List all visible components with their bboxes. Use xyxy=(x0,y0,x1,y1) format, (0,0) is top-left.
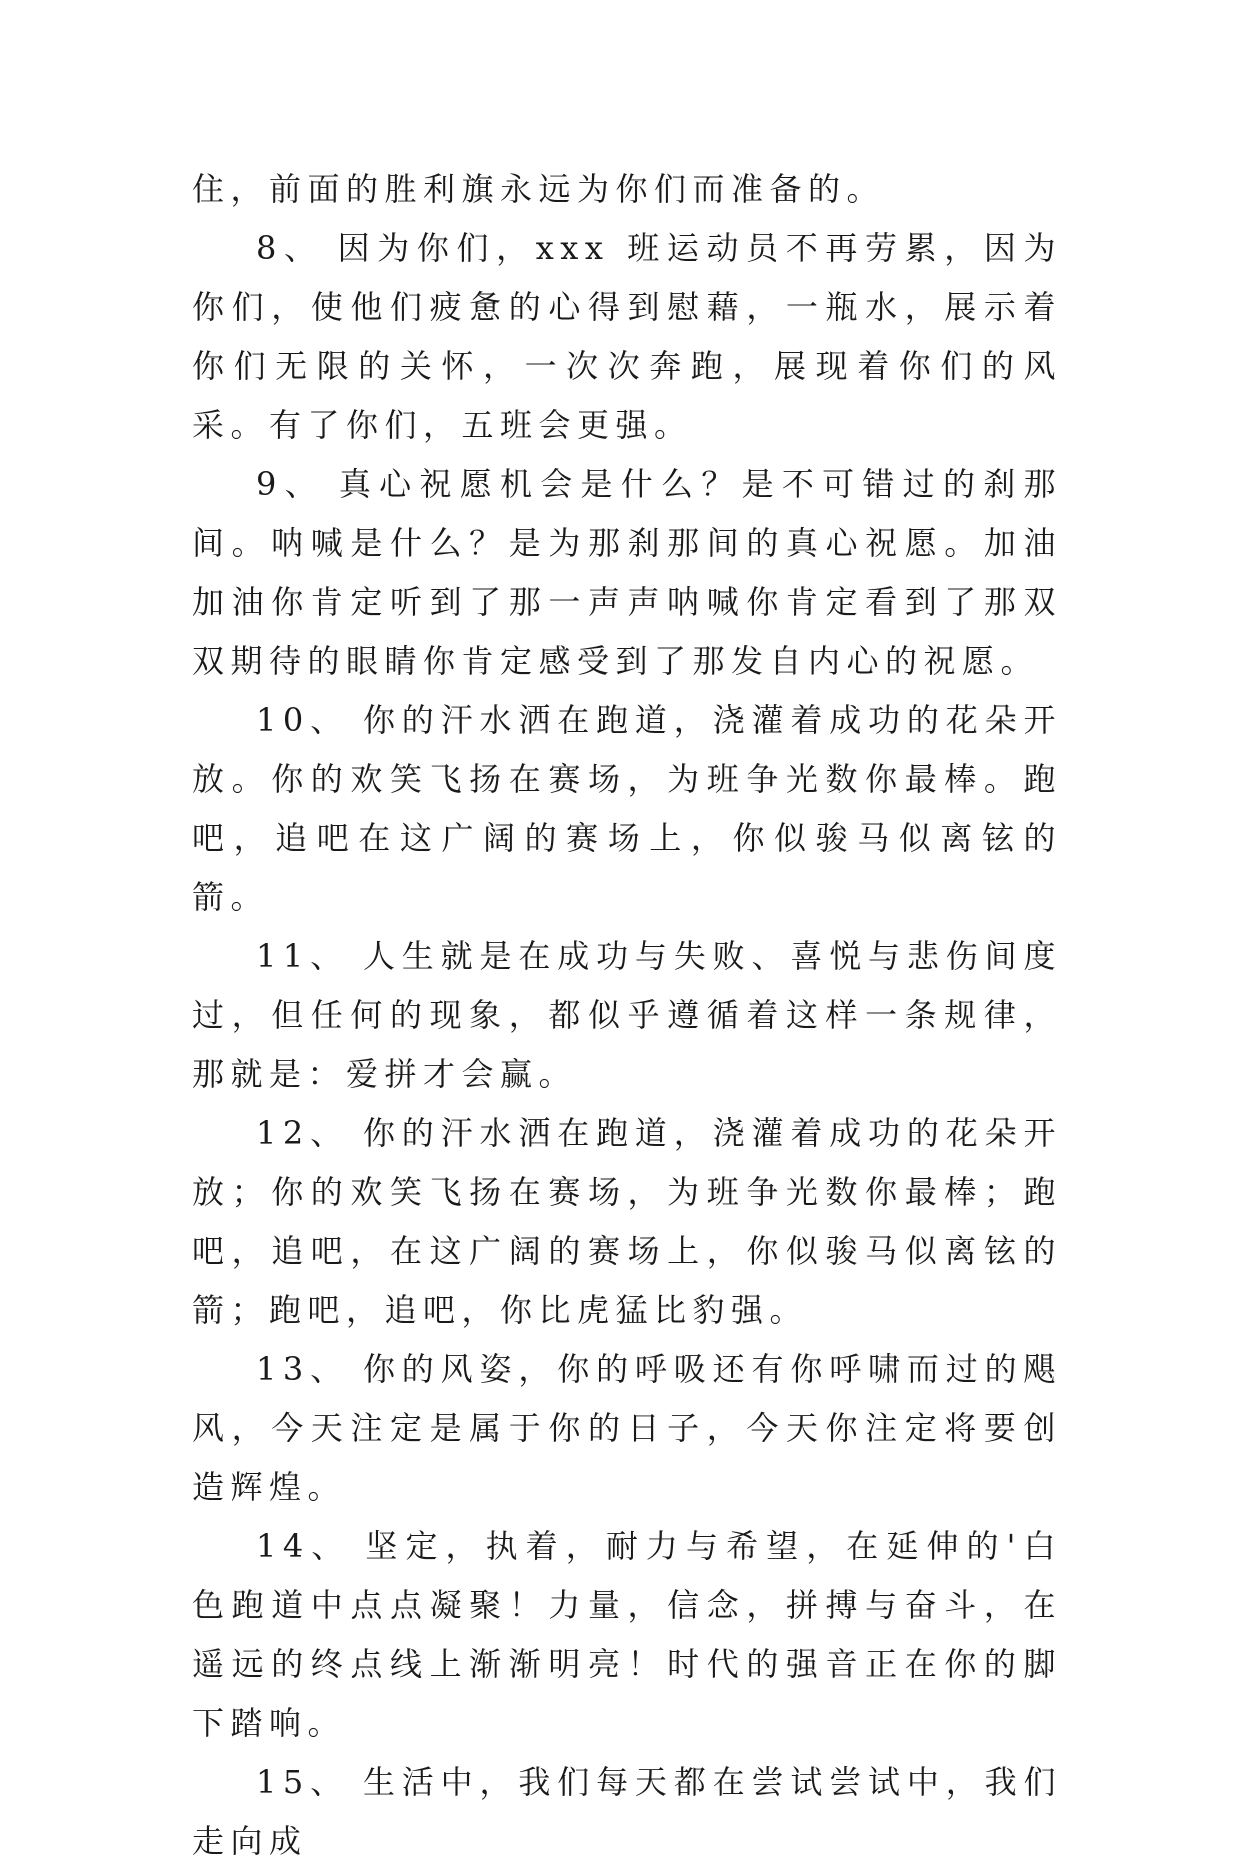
paragraph-text: 坚定，执着，耐力与希望，在延伸的'白色跑道中点点凝聚！力量，信念，拼搏与奋斗，在遥远的终点线上渐渐明亮！时代的强音正在你的脚下踏响。 xyxy=(192,1527,1062,1742)
paragraph-10 xyxy=(192,691,1062,927)
paragraph-12 xyxy=(192,1104,1062,1340)
paragraph-number: 13、 xyxy=(256,1350,349,1388)
paragraph-number: 15、 xyxy=(256,1763,349,1801)
paragraph-13 xyxy=(192,1340,1062,1517)
paragraph-number: 12、 xyxy=(256,1114,349,1152)
paragraph-number: 8、 xyxy=(256,229,324,267)
paragraph-15 xyxy=(192,1753,1062,1871)
paragraph-text: 住，前面的胜利旗永远为你们而准备的。 xyxy=(192,170,886,208)
paragraph-9 xyxy=(192,455,1062,691)
paragraph-text: 真心祝愿机会是什么？是不可错过的刹那间。呐喊是什么？是为那刹那间的真心祝愿。加油加油你肯定听到了那一声声呐喊你肯定看到了那双双期待的眼睛你肯定感受到了那发自内心的祝愿。 xyxy=(192,465,1062,680)
paragraph-number: 14、 xyxy=(256,1527,352,1565)
paragraph-continuation xyxy=(192,160,1062,219)
paragraph-text: 生活中，我们每天都在尝试尝试中，我们走向成 xyxy=(192,1763,1062,1860)
paragraph-text: 你的汗水洒在跑道，浇灌着成功的花朵开放；你的欢笑飞扬在赛场，为班争光数你最棒；跑吧，追吧，在这广阔的赛场上，你似骏马似离铉的箭；跑吧，追吧，你比虎猛比豹强。 xyxy=(192,1114,1062,1329)
paragraph-text: 你的汗水洒在跑道，浇灌着成功的花朵开放。你的欢笑飞扬在赛场，为班争光数你最棒。跑吧，追吧在这广阔的赛场上，你似骏马似离铉的箭。 xyxy=(192,701,1062,916)
paragraph-8 xyxy=(192,219,1062,455)
document-body xyxy=(192,160,1062,1871)
paragraph-text: 因为你们，xxx 班运动员不再劳累，因为你们，使他们疲惫的心得到慰藉，一瓶水，展示着你们无限的关怀，一次次奔跑，展现着你们的风采。有了你们，五班会更强。 xyxy=(192,229,1062,444)
paragraph-text: 你的风姿，你的呼吸还有你呼啸而过的飓风，今天注定是属于你的日子，今天你注定将要创造辉煌。 xyxy=(192,1350,1062,1506)
paragraph-14 xyxy=(192,1517,1062,1753)
paragraph-11 xyxy=(192,927,1062,1104)
paragraph-number: 11、 xyxy=(256,937,349,975)
paragraph-number: 10、 xyxy=(256,701,349,739)
paragraph-text: 人生就是在成功与失败、喜悦与悲伤间度过，但任何的现象，都似乎遵循着这样一条规律，那就是：爱拼才会赢。 xyxy=(192,937,1062,1093)
paragraph-number: 9、 xyxy=(256,465,325,503)
